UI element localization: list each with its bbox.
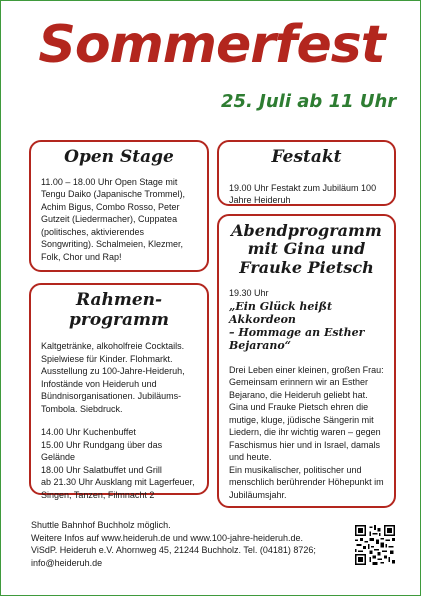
open-stage-box bbox=[29, 140, 209, 272]
open-stage-title: Open Stage bbox=[64, 147, 174, 167]
abendprogramm-subtitle: „Ein Glück heißt Akkordeon – Hommage an Esther Bejarano“ bbox=[229, 299, 365, 352]
abendprogramm-text: Drei Leben einer kleinen, großen Frau: Gemeinsam erinnern wir an Esther Bejarano, die Heideruh geliebt hat. Gina und Frauke Pietsch ehren die mutige, kluge, jüdische Sängerin mit Liedern, die ihr wichtig waren – gegen Faschismus hier und in Israel, damals und heute. Ein musikalischer, politischer und menschlich berührender Höhepunkt im Jubiläumsjahr. bbox=[229, 364, 384, 500]
abendprogramm-box bbox=[217, 214, 396, 508]
rahmenprogramm-title: Rahmen- programm bbox=[68, 290, 170, 330]
rahmenprogramm-text: Kaltgetränke, alkoholfreie Cocktails. Spielwiese für Kinder. Flohmarkt. Ausstellung zu 100-Jahre-Heideruh, Infostände von Heideruh und Bündnisorganisationen. Jubiläums-Tombola. Siebdruck. bbox=[41, 341, 185, 414]
rahmenprogramm-schedule: 14.00 Uhr Kuchenbuffet 15.00 Uhr Rundgang über das Gelände 18.00 Uhr Salatbuffet und Grill ab 21.30 Uhr Ausklang mit Lagerfeuer, Singen, Tanzen, Filmnacht 2 bbox=[41, 427, 195, 500]
abendprogramm-title: Abendprogramm mit Gina und Frauke Pietsch bbox=[231, 221, 382, 277]
event-date: 25. Juli ab 11 Uhr bbox=[221, 91, 397, 112]
festakt-title: Festakt bbox=[271, 147, 342, 167]
qr-code bbox=[355, 525, 395, 565]
open-stage-text: 11.00 – 18.00 Uhr Open Stage mit Tengu Daiko (Japanische Trommel), Achim Bigus, Combo Rosso, Peter Gutzeit (Liedermacher), Cuppatea (politisches, aktivierendes Songwriting). Schalmeien, Klezmer, Folk, Chor und Rap! bbox=[41, 176, 186, 262]
festakt-text: 19.00 Uhr Festakt zum Jubiläum 100 Jahre Heideruh bbox=[229, 182, 377, 206]
abendprogramm-time: 19.30 Uhr bbox=[229, 288, 269, 299]
poster-title: Sommerfest bbox=[38, 15, 385, 75]
festakt-box bbox=[217, 140, 396, 206]
footer-info: Shuttle Bahnhof Buchholz möglich. Weitere Infos auf www.heideruh.de und www.100-jahre-heideruh.de. ViSdP. Heideruh e.V. Ahornweg 45, 21244 Buchholz. Tel. (04181) 8726; info@heideruh.de bbox=[31, 520, 316, 568]
rahmenprogramm-box bbox=[29, 283, 209, 500]
